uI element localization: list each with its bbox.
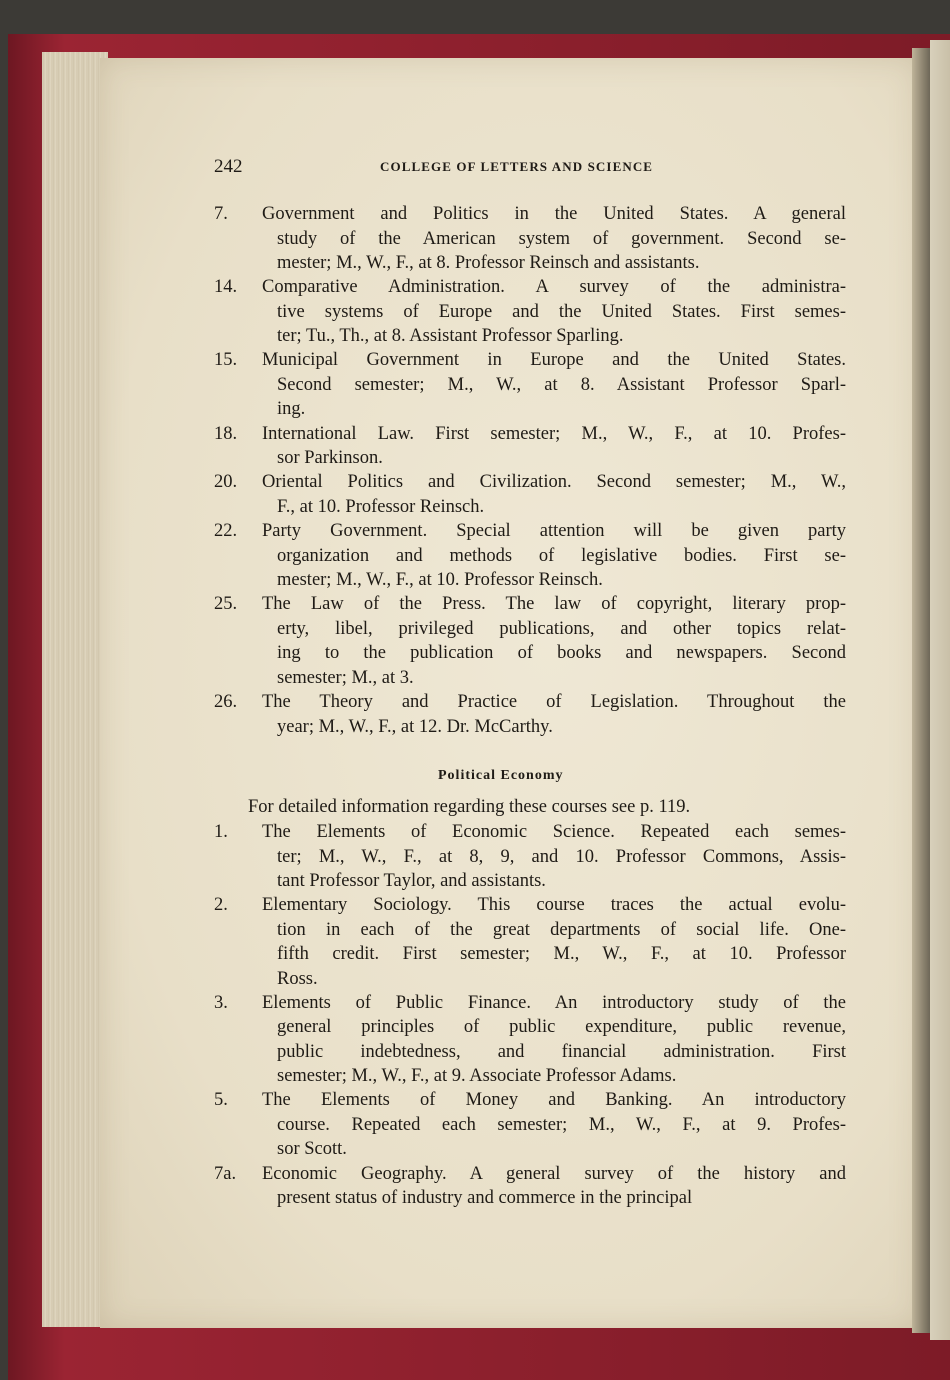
course-entry	[214, 470, 846, 519]
text-line: Second semester; M., W., at 8. Assistant Professor Sparl-	[277, 374, 846, 395]
course-number: 18.	[214, 423, 238, 444]
text-line: Elementary Sociology. This course traces the actual evolu-	[262, 895, 846, 916]
section-title: Political Economy	[438, 768, 564, 783]
text-line: tant Professor Taylor, and assistants.	[277, 871, 546, 891]
text-line: International Law. First semester; M., W., F., at 10. Profes-	[262, 423, 846, 444]
text-line: semester; M., W., F., at 9. Associate Professor Adams.	[277, 1066, 677, 1087]
course-description	[262, 519, 846, 593]
text-line: sor Scott.	[277, 1139, 347, 1160]
course-description	[262, 820, 846, 894]
text-line: tive systems of Europe and the United States. First semes-	[277, 301, 846, 322]
course-description	[262, 991, 846, 1089]
course-entry	[214, 1162, 846, 1211]
course-number: 2.	[214, 895, 228, 916]
text-line: mester; M., W., F., at 8. Professor Reinsch and assistants.	[277, 253, 700, 273]
course-entry	[214, 820, 846, 894]
text-line: Comparative Administration. A survey of the administra-	[262, 277, 846, 298]
course-number: 15.	[214, 350, 238, 371]
text-line: course. Repeated each semester; M., W., F., at 9. Profes-	[277, 1114, 846, 1135]
text-line: Party Government. Special attention will be given party	[262, 521, 846, 542]
course-entry	[214, 991, 846, 1089]
text-line: ing to the publication of books and newspapers. Second	[277, 643, 846, 664]
text-line: study of the American system of government. Second se-	[277, 228, 846, 249]
running-head: COLLEGE OF LETTERS AND SCIENCE	[380, 159, 654, 174]
course-description	[262, 275, 846, 349]
text-line: present status of industry and commerce in the principal	[277, 1188, 693, 1209]
course-entry	[214, 275, 846, 349]
text-line: sor Parkinson.	[277, 448, 383, 469]
course-number: 3.	[214, 992, 228, 1013]
text-line: tion in each of the great departments of social life. One-	[277, 919, 846, 940]
course-number: 7.	[214, 204, 228, 224]
text-line: Ross.	[277, 968, 318, 989]
course-description	[262, 202, 846, 276]
text-line: The Theory and Practice of Legislation. Throughout the	[262, 692, 846, 712]
course-number: 25.	[214, 594, 238, 615]
course-description	[262, 422, 846, 471]
text-line: The Elements of Economic Science. Repeated each semes-	[262, 822, 846, 842]
text-line: ter; Tu., Th., at 8. Assistant Professor Sparling.	[277, 326, 624, 347]
course-number: 26.	[214, 692, 238, 712]
text-line: Elements of Public Finance. An introductory study of the	[262, 992, 846, 1013]
text-line: Economic Geography. A general survey of the history and	[262, 1163, 846, 1184]
course-description	[262, 348, 846, 422]
course-description	[262, 690, 846, 739]
course-number: 14.	[214, 277, 238, 298]
text-line: ing.	[277, 399, 306, 420]
course-description	[262, 1162, 846, 1211]
text-line: semester; M., at 3.	[277, 667, 414, 688]
page-number: 242	[214, 156, 243, 177]
section-intro: For detailed information regarding these courses see p. 119.	[248, 797, 691, 817]
text-line: fifth credit. First semester; M., W., F., at 10. Professor	[277, 944, 846, 965]
text-line: Oriental Politics and Civilization. Second semester; M., W.,	[262, 472, 846, 493]
text-line: Government and Politics in the United States. A general	[262, 204, 846, 224]
course-description	[262, 592, 846, 690]
course-entry	[214, 519, 846, 593]
text-line: organization and methods of legislative bodies. First se-	[277, 545, 846, 566]
text-line: F., at 10. Professor Reinsch.	[277, 496, 485, 517]
text-line: general principles of public expenditure, public revenue,	[277, 1017, 846, 1038]
text-line: The Elements of Money and Banking. An introductory	[262, 1090, 846, 1111]
course-entry	[214, 592, 846, 690]
course-number: 20.	[214, 472, 238, 493]
course-entry	[214, 422, 846, 471]
text-line: erty, libel, privileged publications, and other topics relat-	[277, 618, 846, 639]
course-number: 22.	[214, 521, 238, 542]
text-line: mester; M., W., F., at 10. Professor Reinsch.	[277, 570, 603, 591]
course-entry	[214, 1088, 846, 1162]
text-line: Municipal Government in Europe and the United States.	[262, 350, 846, 371]
text-line: public indebtedness, and financial administration. First	[277, 1041, 846, 1062]
text-line: ter; M., W., F., at 8, 9, and 10. Professor Commons, Assis-	[277, 846, 846, 867]
course-entry	[214, 348, 846, 422]
course-number: 5.	[214, 1090, 228, 1111]
course-number: 1.	[214, 822, 228, 842]
text-line: year; M., W., F., at 12. Dr. McCarthy.	[277, 716, 553, 737]
course-number: 7a.	[214, 1163, 237, 1184]
course-description	[262, 893, 846, 991]
page-header	[214, 156, 844, 180]
course-entry	[214, 690, 846, 739]
course-description	[262, 470, 846, 519]
text-line: The Law of the Press. The law of copyright, literary prop-	[262, 594, 846, 615]
course-description	[262, 1088, 846, 1162]
course-entry	[214, 202, 846, 276]
course-entry	[214, 893, 846, 991]
